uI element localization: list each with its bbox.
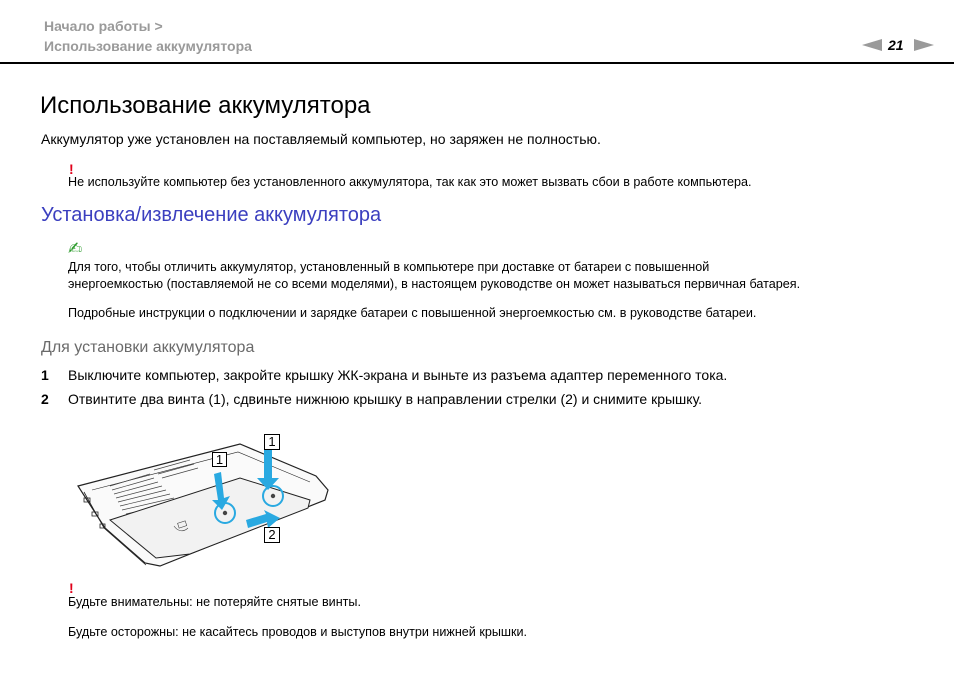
page-title: Использование аккумулятора: [40, 92, 371, 119]
screw-right: [271, 494, 275, 498]
warning-icon: !: [69, 161, 74, 177]
warning-line-2: Будьте осторожны: не касайтесь проводов и выступов внутри нижней крышки.: [68, 625, 528, 639]
breadcrumb-parent[interactable]: Начало работы >: [44, 18, 163, 34]
note-line-3: Подробные инструкции о подключении и зарядке батареи с повышенной энергоемкостью см. в руководстве батареи.: [68, 306, 757, 320]
warning-line-1: Будьте внимательны: не потеряйте снятые винты.: [68, 595, 361, 609]
page-number: 21: [888, 37, 904, 53]
step-1-text: Выключите компьютер, закройте крышку ЖК-экрана и выньте из разъема адаптер переменного тока.: [68, 367, 728, 383]
note-line-2: энергоемкостью (поставляемой не со всеми моделями), в настоящем руководстве он может называться первичная батарея.: [68, 277, 801, 291]
step-2-number: 2: [41, 391, 49, 407]
breadcrumb-current: Использование аккумулятора: [44, 38, 252, 54]
screw-left: [223, 511, 227, 515]
callout-label-2: 2: [264, 527, 280, 543]
battery-cover-illustration: [70, 428, 335, 578]
intro-text: Аккумулятор уже установлен на поставляемый компьютер, но заряжен не полностью.: [41, 131, 601, 147]
step-1-number: 1: [41, 367, 49, 383]
warning-icon: !: [69, 580, 74, 596]
section-title: Установка/извлечение аккумулятора: [41, 204, 382, 226]
warning-text: Не используйте компьютер без установленного аккумулятора, так как это может вызвать сбои в работе компьютера.: [68, 175, 752, 189]
note-icon: ✍: [68, 239, 83, 258]
callout-label-1b: 1: [264, 434, 280, 450]
next-page-icon[interactable]: [914, 39, 934, 51]
subsection-title: Для установки аккумулятора: [41, 339, 255, 356]
header-divider: [0, 62, 954, 64]
step-2-text: Отвинтите два винта (1), сдвиньте нижнюю крышку в направлении стрелки (2) и снимите крышку.: [68, 391, 703, 407]
prev-page-icon[interactable]: [862, 39, 882, 51]
note-line-1: Для того, чтобы отличить аккумулятор, установленный в компьютере при доставке от батареи с повышенной: [68, 260, 710, 274]
callout-label-1a: 1: [212, 452, 227, 467]
